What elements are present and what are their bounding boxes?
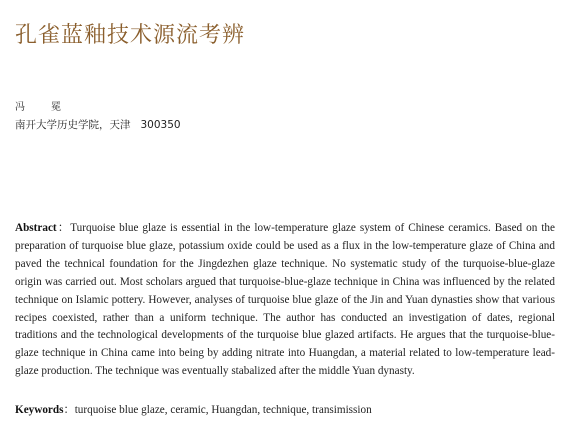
keywords-separator: ： xyxy=(63,404,75,416)
affiliation-text: 南开大学历史学院，天津 xyxy=(15,119,131,131)
abstract-separator: ： xyxy=(56,222,71,234)
author-affiliation xyxy=(15,117,181,132)
abstract-text: Turquoise blue glaze is essential in the low-temperature glaze system of Chinese ceramics. Based on the preparation of turquoise blue glaze, potassium oxide could be used as a flux in the low-temperature glaze of China and paved the technical foundation for the Jingdezhen glaze technique. No systematic study of the turquoise-blue-glaze origin was carried out. Most scholars argued that turquoise-blue-glaze technique in China was influenced by the related technique on Islamic pottery. However, analyses of turquoise blue glaze of the Jin and Yuan dynasties show that various recipes coexisted, rather than a uniform technique. The author has conducted an investigation of dates, regional traditions and the technological developments of the turquoise blue glazed artifacts. He argues that the turquoise-blue-glaze technique in China came into being by adding nitrate into Huangdan, a material related to low-temperature lead-glaze production. The technique was eventually stabalized after the middle Yuan dynasty. xyxy=(15,222,555,378)
abstract-label: Abstract xyxy=(15,222,57,234)
affiliation-postcode: 300350 xyxy=(140,119,181,131)
keywords-label: Keywords xyxy=(15,404,64,416)
keywords-text: turquoise blue glaze, ceramic, Huangdan, technique, transimission xyxy=(74,404,372,416)
paper-title: 孔雀蓝釉技术源流考辨 xyxy=(15,23,246,48)
author-name: 冯 冕 xyxy=(15,102,69,113)
abstract-paragraph xyxy=(15,220,555,381)
keywords-line xyxy=(15,402,555,420)
